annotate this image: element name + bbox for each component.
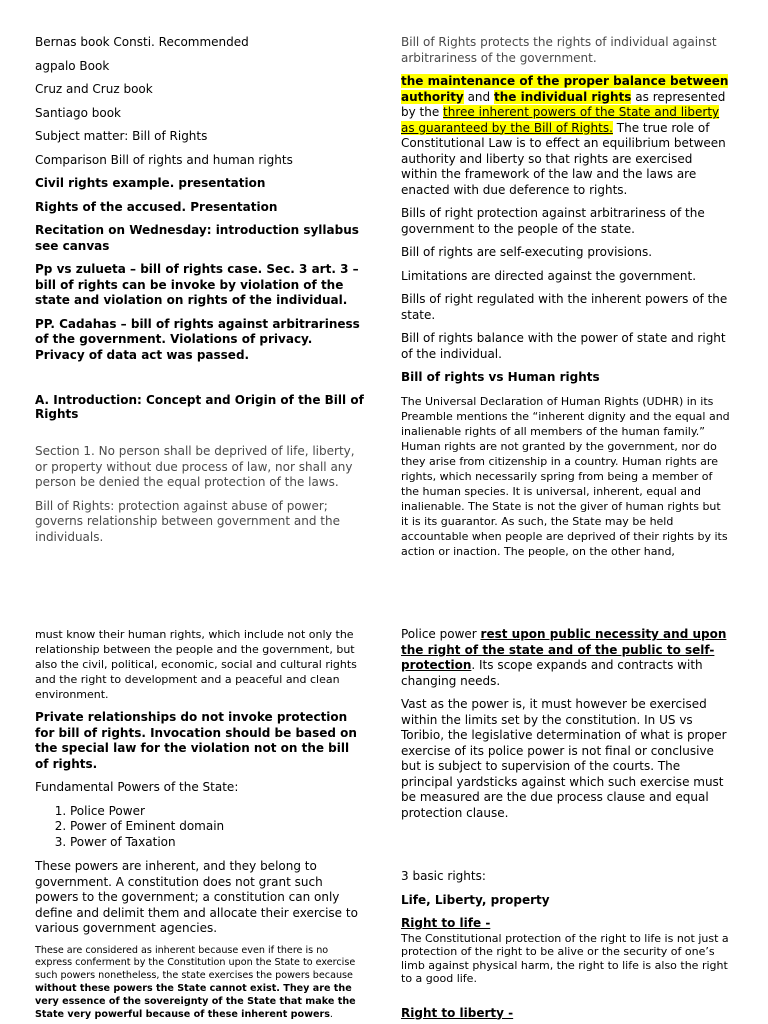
private-relationships-note: Private relationships do not invoke protection for bill of rights. Invocation should be based on the special law for the violation not on the bill of rights.	[35, 710, 357, 771]
section-heading: A. Introduction: Concept and Origin of the Bill of Rights	[35, 393, 364, 421]
note-line: Bills of right protection against arbitrariness of the government to the people of the state.	[401, 206, 705, 236]
note-cadahas: PP. Cadahas – bill of rights against arbitrariness of the government. Violations of privacy. Privacy of data act was passed.	[35, 316, 360, 362]
human-rights-continuation: must know their human rights, which include not only the relationship between the people and the government, but also the civil, political, economic, social and cultural rights and the right to development and a peaceful and clean environment.	[35, 628, 357, 701]
highlight-three-powers: three inherent powers of the State and liberty as guaranteed by the Bill of Rights.	[401, 105, 720, 135]
note-line: Bill of rights balance with the power of state and right of the individual.	[401, 331, 726, 361]
ref-line: Santiago book	[35, 105, 121, 120]
balance-paragraph: the maintenance of the proper balance between authority and the individual rights as represented by the three inherent powers of the State and liberty as guaranteed by the Bill of Rights. The true role of Constitutional Law is to effect an equilibrium between authority and liberty so that rights are exercised within the framework of the law and the laws are enacted with due deference to rights.	[401, 74, 729, 197]
list-item: 3. Power of Taxation	[70, 835, 365, 851]
bottom-left-column	[35, 627, 365, 1022]
note-recitation: Recitation on Wednesday: introduction syllabus see canvas	[35, 223, 359, 253]
powers-title: Fundamental Powers of the State:	[35, 780, 239, 794]
powers-list	[35, 804, 365, 851]
highlight-balance: the maintenance of the proper balance between authority	[401, 74, 729, 104]
inherent-powers-paragraph: These powers are inherent, and they belong to government. A constitution does not grant such powers to the government; a constitution can only define and delimit them and allocate their exercise to various government agencies.	[35, 859, 358, 935]
note-line: Bills of right regulated with the inherent powers of the state.	[401, 292, 728, 322]
basic-rights-intro: 3 basic rights:	[401, 869, 486, 883]
bill-intro: Bill of Rights protects the rights of individual against arbitrariness of the government.	[401, 35, 717, 65]
udhr-paragraph: The Universal Declaration of Human Rights (UDHR) in its Preamble mentions the “inherent dignity and the equal and inalienable rights of all members of the human family.” Human rights are not granted by the government, nor do they arise from citizenship in a country. Human rights are rights, which necessarily spring from being a member of the human species. It is universal, inherent, equal and inalienable. The State is not the giver of human rights but it is its guarantor. As such, the State may be held accountable when people are deprived of their rights by its action or inaction. The people, on the other hand,	[401, 394, 730, 558]
highlight-individual-rights: the individual rights	[493, 89, 632, 104]
ref-line: agpalo Book	[35, 58, 110, 73]
right-to-life-heading: Right to life -	[401, 916, 491, 930]
note-rights-accused: Rights of the accused. Presentation	[35, 199, 278, 214]
bottom-right-column	[401, 627, 731, 1021]
section-1-text: Section 1. No person shall be deprived of life, liberty, or property without due process of law, nor shall any person be denied the equal protection of the laws.	[35, 444, 355, 489]
note-line: Bill of rights are self-executing provisions.	[401, 245, 653, 259]
inherent-explanation: These are considered as inherent because even if there is no express conferment by the Constitution upon the State to exercise such powers nonetheless, the state exercises the powers because without these powers the State cannot exist. They are the very essence of the sovereignty of the State that make the State very powerful because of these inherent powers.	[35, 944, 356, 1021]
right-to-liberty-heading: Right to liberty -	[401, 1005, 514, 1020]
list-item: 1. Police Power	[70, 804, 365, 820]
life-liberty-property: Life, Liberty, property	[401, 892, 550, 907]
ref-line: Subject matter: Bill of Rights	[35, 129, 208, 143]
note-civil-rights: Civil rights example. presentation	[35, 176, 266, 190]
top-right-column	[401, 35, 731, 559]
note-zulueta: Pp vs zulueta – bill of rights case. Sec. 3 art. 3 – bill of rights can be invoke by violation of the state and violation on rights of the individual.	[35, 262, 359, 307]
police-power-paragraph: Police power rest upon public necessity and upon the right of the state and of the public to self-protection. Its scope expands and contracts with changing needs.	[401, 627, 727, 688]
bill-vs-human-rights-heading: Bill of rights vs Human rights	[401, 370, 600, 384]
ref-line: Comparison Bill of rights and human rights	[35, 152, 293, 167]
top-left-column	[35, 35, 365, 545]
vast-power-paragraph: Vast as the power is, it must however be exercised within the limits set by the constitution. In US vs Toribio, the legislative determination of what is proper exercise of its police power is not final or conclusive but is subject to supervision of the courts. The principal yardsticks against which such exercise must be measured are the due process clause and equal protection clause.	[401, 697, 727, 820]
bill-protection-text: Bill of Rights: protection against abuse of power; governs relationship between government and the individuals.	[35, 498, 340, 544]
police-power-emphasis: rest upon public necessity and upon the right of the state and of the public to self-protection	[401, 627, 727, 672]
right-to-life-text: The Constitutional protection of the right to life is not just a protection of the right to be alive or the security of one’s limb against physical harm, the right to life is also the right to a good life.	[401, 931, 729, 985]
note-line: Limitations are directed against the government.	[401, 268, 697, 283]
ref-line: Cruz and Cruz book	[35, 82, 153, 96]
ref-line: Bernas book Consti. Recommended	[35, 35, 249, 49]
list-item: 2. Power of Eminent domain	[70, 819, 365, 835]
